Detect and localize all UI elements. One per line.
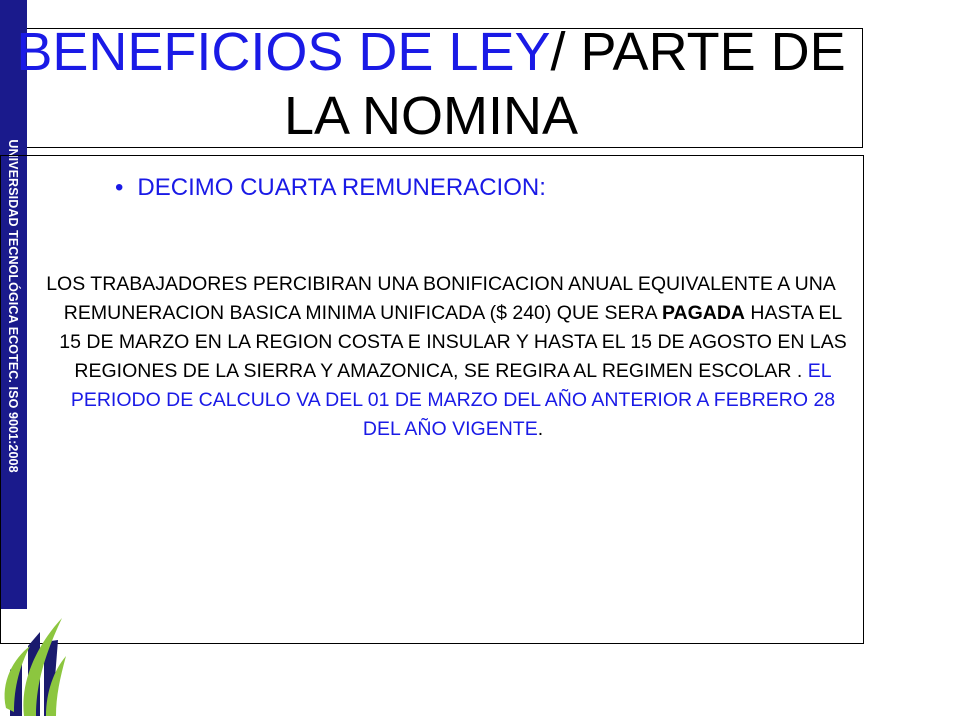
paragraph-bold: PAGADA bbox=[661, 302, 745, 324]
sidebar-text: UNIVERSIDAD TECNOLÓGICA ECOTEC. ISO 9001:2008 bbox=[6, 139, 20, 473]
slide-title bbox=[0, 0, 862, 148]
body-paragraph bbox=[30, 270, 852, 444]
ecotec-leaf-logo-icon bbox=[0, 612, 68, 720]
bullet-item bbox=[115, 174, 546, 202]
paragraph-part1: LOS TRABAJADORES PERCIBIRAN UNA BONIFICACION ANUAL EQUIVALENTE A UNA REMUNERACION BASICA MINIMA UNIFICADA ($ 240) QUE SERA bbox=[46, 273, 836, 324]
paragraph-blue: EL PERIODO DE CALCULO VA DEL 01 DE MARZO DEL AÑO ANTERIOR A FEBRERO 28 DEL AÑO VIGENTE bbox=[70, 360, 836, 440]
bullet-text: DECIMO CUARTA REMUNERACION: bbox=[137, 174, 546, 201]
paragraph-end: . bbox=[537, 418, 544, 440]
title-black-part: / PARTE DE LA NOMINA bbox=[283, 22, 846, 146]
bullet-dot-icon: • bbox=[115, 174, 124, 201]
title-blue-part: BENEFICIOS DE LEY bbox=[16, 22, 551, 82]
paragraph-part2: HASTA EL 15 DE MARZO EN LA REGION COSTA E INSULAR Y HASTA EL 15 DE AGOSTO EN LAS REGIONES DE LA SIERRA Y AMAZONICA, SE REGIRA AL REGIMEN ESCOLAR . bbox=[59, 302, 847, 382]
